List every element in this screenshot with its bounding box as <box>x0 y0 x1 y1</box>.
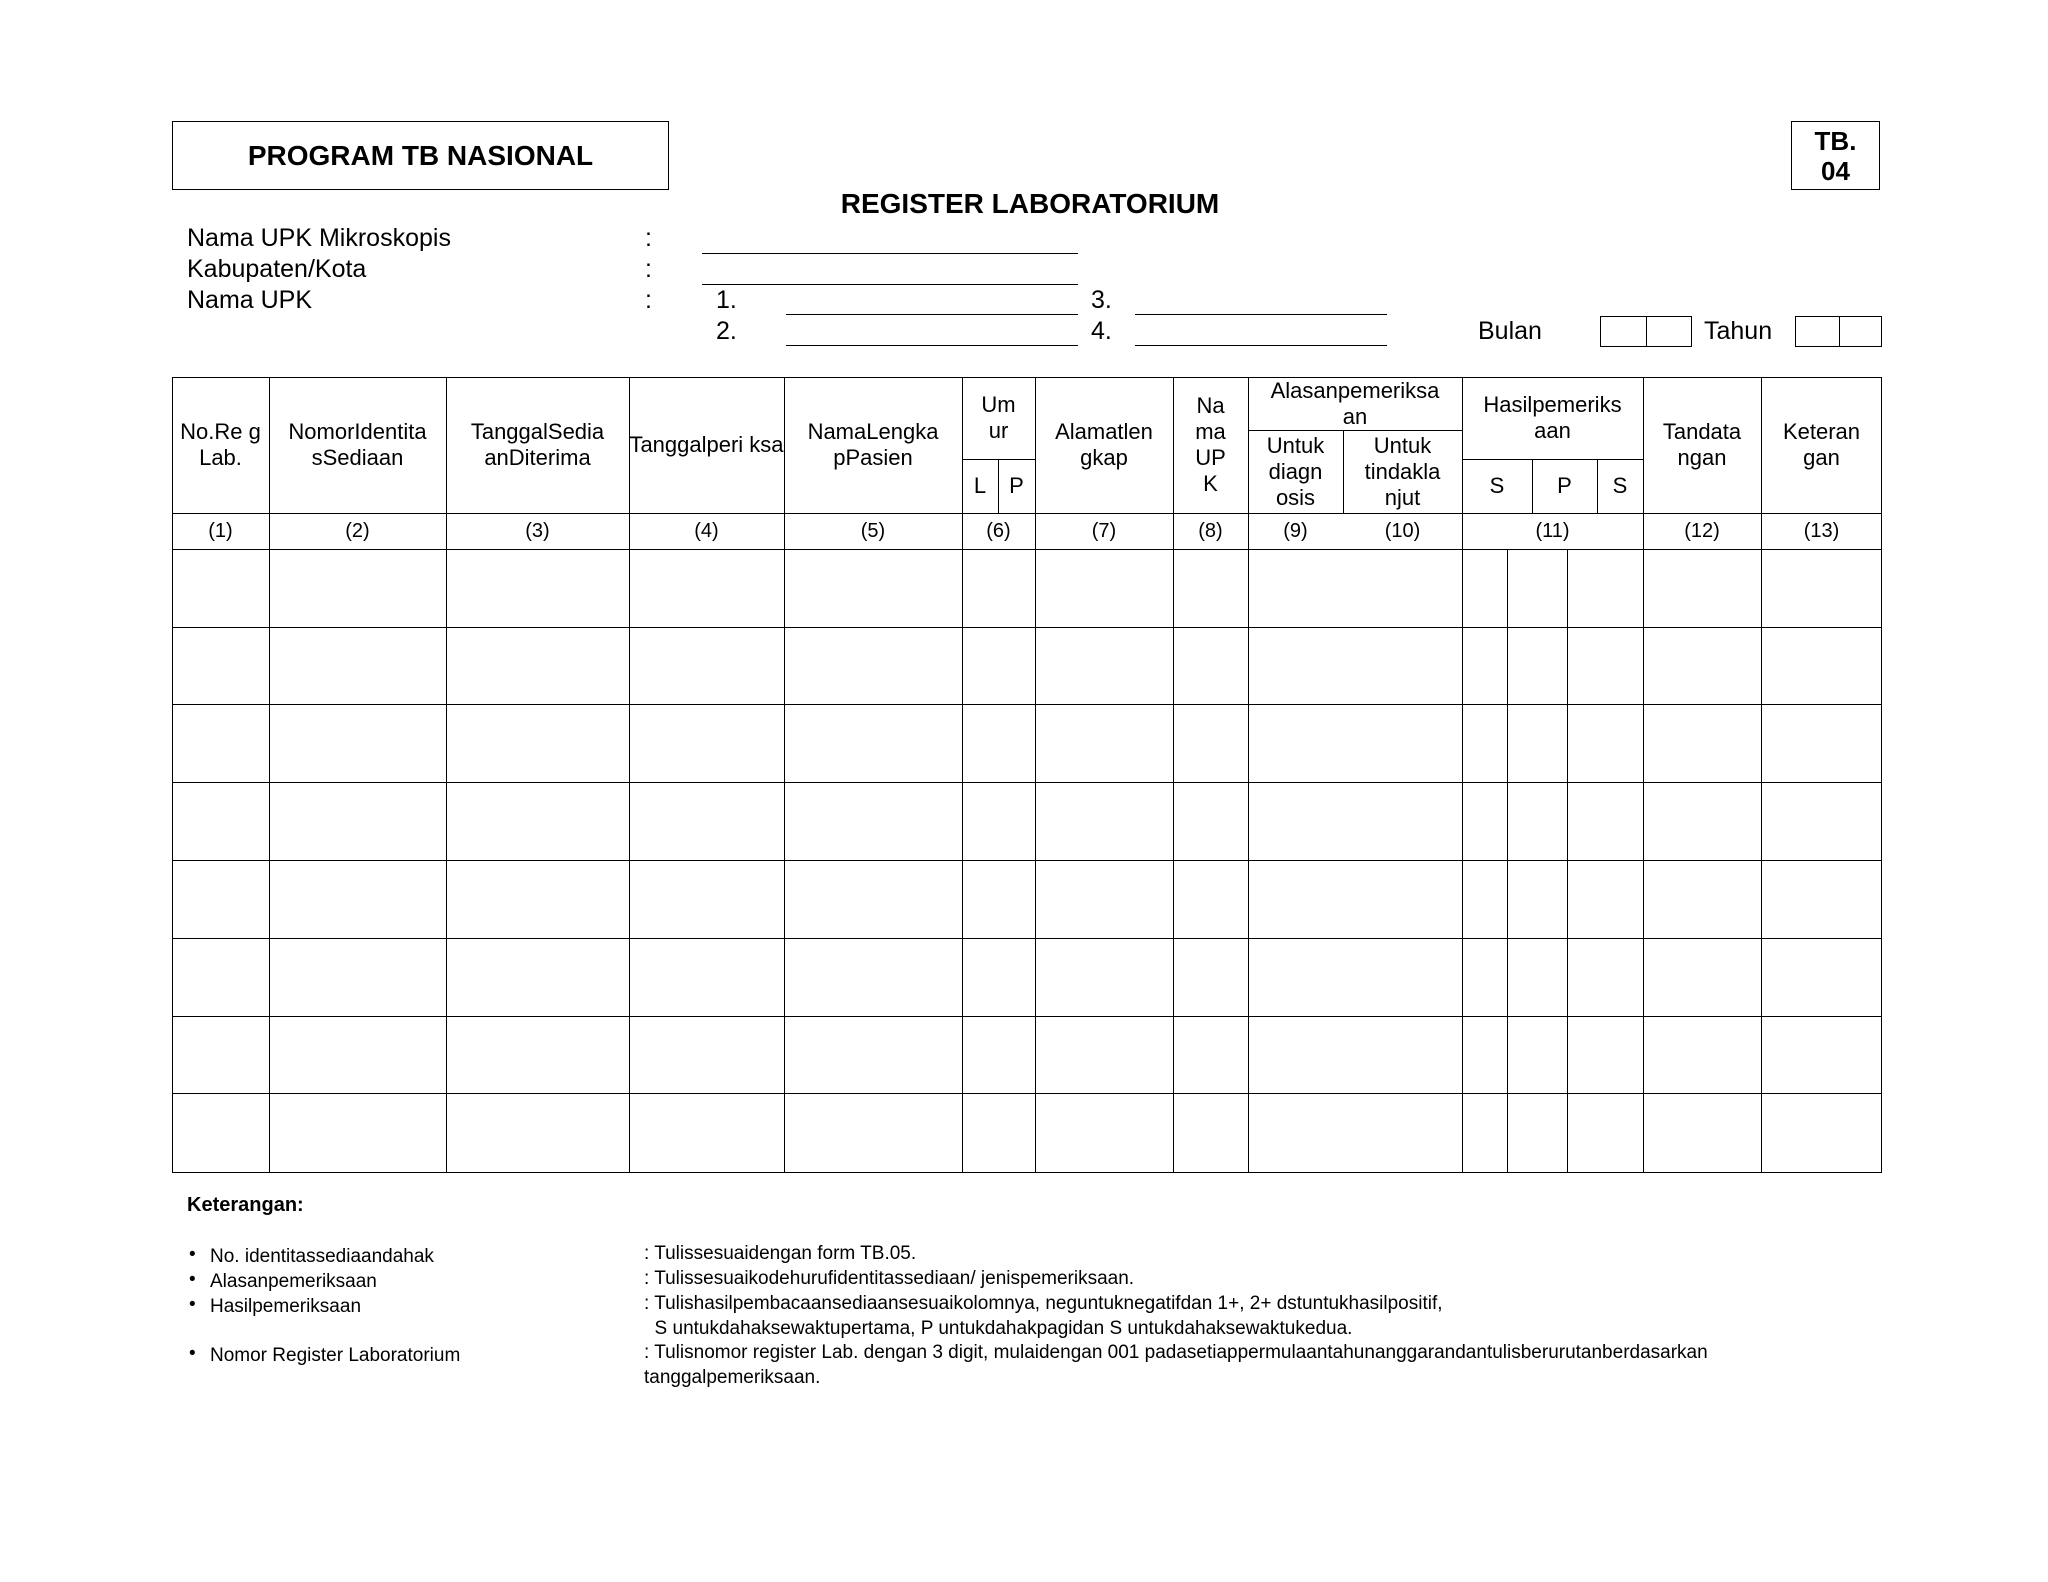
note-text-3b: S untukdahaksewaktupertama, P untukdahakpagidan S untukdahaksewaktukedua. <box>644 1318 1353 1339</box>
note-text-3: : Tulishasilpembacaansediaansesuaikolomnya, neguntuknegatifdan 1+, 2+ dstuntukhasilpositif, <box>644 1293 1443 1314</box>
note-text-4: : Tulisnomor register Lab. dengan 3 digit, mulaidengan 001 padasetiappermulaantahunanggarandantulisberurutanberdasarkan <box>644 1342 1708 1363</box>
col-number-11: (11) <box>1535 519 1570 542</box>
bullet-icon: • <box>189 1343 196 1364</box>
col-number-9: (9) <box>1283 519 1308 542</box>
col-number-6: (6) <box>986 519 1011 542</box>
col-number-13: (13) <box>1803 519 1840 542</box>
col-header-umur-p: P <box>1009 473 1024 498</box>
note-text-4b: tanggalpemeriksaan. <box>644 1367 821 1388</box>
num-1: 1. <box>716 286 737 314</box>
label-tahun: Tahun <box>1704 317 1773 345</box>
program-title-box <box>172 121 669 190</box>
bullet-icon: • <box>189 1294 196 1315</box>
table-row[interactable] <box>172 938 1882 1016</box>
notes-title: Keterangan: <box>187 1194 304 1216</box>
note-label-1: No. identitassediaandahak <box>210 1246 434 1267</box>
program-title: PROGRAM TB NASIONAL <box>247 139 594 171</box>
col-number-7: (7) <box>1091 519 1117 542</box>
colon-3: : <box>645 286 652 314</box>
col-number-3: (3) <box>525 519 550 542</box>
col-number-2: (2) <box>345 519 370 542</box>
col-header-no-reg-lab: No.Re g Lab. <box>180 419 261 470</box>
kabupaten-kota-field[interactable] <box>702 284 1078 285</box>
col-header-tanggal-periksa: Tanggalperi ksa <box>629 432 784 457</box>
col-header-hasil-s2: S <box>1612 473 1628 498</box>
table-row[interactable] <box>172 704 1882 782</box>
note-text-2: : Tulissesuaikodehurufidentitassediaan/ jenispemeriksaan. <box>644 1268 1135 1289</box>
num-2: 2. <box>716 317 737 345</box>
note-label-3: Hasilpemeriksaan <box>210 1296 362 1317</box>
form-code-line2: 04 <box>1821 155 1850 186</box>
col-header-umur: Um ur <box>981 392 1016 443</box>
nama-upk-1-field[interactable] <box>786 314 1078 315</box>
col-header-alamat: Alamatlen gkap <box>1055 419 1153 470</box>
page-title: REGISTER LABORATORIUM <box>840 188 1220 219</box>
form-code-box <box>1791 121 1880 190</box>
note-label-2: Alasanpemeriksaan <box>210 1271 377 1292</box>
col-number-5: (5) <box>860 519 886 542</box>
col-header-tanggal-sediaan: TanggalSedia anDiterima <box>470 419 605 470</box>
col-number-8: (8) <box>1198 519 1223 542</box>
label-nama-upk: Nama UPK <box>187 286 313 314</box>
col-header-nomor-identitas: NomorIdentita sSediaan <box>288 419 427 470</box>
col-number-4: (4) <box>694 519 719 542</box>
bullet-icon: • <box>189 1244 196 1265</box>
col-header-hasil-s1: S <box>1489 473 1505 498</box>
col-header-tandatangan: Tandata ngan <box>1662 419 1742 470</box>
note-text-1: : Tulissesuaidengan form TB.05. <box>644 1243 917 1264</box>
table-row[interactable] <box>172 860 1882 938</box>
col-number-12: (12) <box>1684 519 1720 542</box>
nama-upk-mikroskopis-field[interactable] <box>702 253 1078 254</box>
table-row[interactable] <box>172 627 1882 704</box>
form-code-line1: TB. <box>1814 125 1857 156</box>
col-header-nama-upk: Na ma UP K <box>1195 393 1226 496</box>
colon-2: : <box>645 255 652 283</box>
table-row[interactable] <box>172 782 1882 860</box>
note-label-4: Nomor Register Laboratorium <box>210 1345 461 1366</box>
bulan-boxes[interactable] <box>1600 316 1692 347</box>
nama-upk-2-field[interactable] <box>786 345 1078 346</box>
col-number-10: (10) <box>1384 519 1421 542</box>
label-bulan: Bulan <box>1478 317 1542 345</box>
label-nama-upk-mikroskopis: Nama UPK Mikroskopis <box>187 224 451 252</box>
col-header-keterangan: Keteran gan <box>1782 419 1861 470</box>
col-header-hasil-p: P <box>1557 473 1572 498</box>
table-row[interactable] <box>172 549 1882 627</box>
num-4: 4. <box>1091 317 1112 345</box>
col-header-untuk-diagnosis: Untuk diagn osis <box>1266 432 1325 510</box>
tahun-boxes[interactable] <box>1795 316 1882 347</box>
table-row[interactable] <box>172 1016 1882 1093</box>
col-header-hasil-pemeriksaan: Hasilpemeriks aan <box>1483 392 1622 443</box>
col-number-1: (1) <box>208 519 233 542</box>
col-header-nama-pasien: NamaLengka pPasien <box>807 419 939 470</box>
num-3: 3. <box>1091 286 1112 314</box>
nama-upk-3-field[interactable] <box>1135 314 1387 315</box>
table-row[interactable] <box>172 1093 1882 1173</box>
col-header-untuk-tindak-lanjut: Untuk tindakla njut <box>1364 432 1441 510</box>
col-header-umur-l: L <box>973 473 987 498</box>
colon-1: : <box>645 224 652 252</box>
label-kabupaten-kota: Kabupaten/Kota <box>187 255 367 283</box>
col-header-alasan-pemeriksaan: Alasanpemeriksa an <box>1270 377 1440 429</box>
bullet-icon: • <box>189 1269 196 1290</box>
nama-upk-4-field[interactable] <box>1135 345 1387 346</box>
